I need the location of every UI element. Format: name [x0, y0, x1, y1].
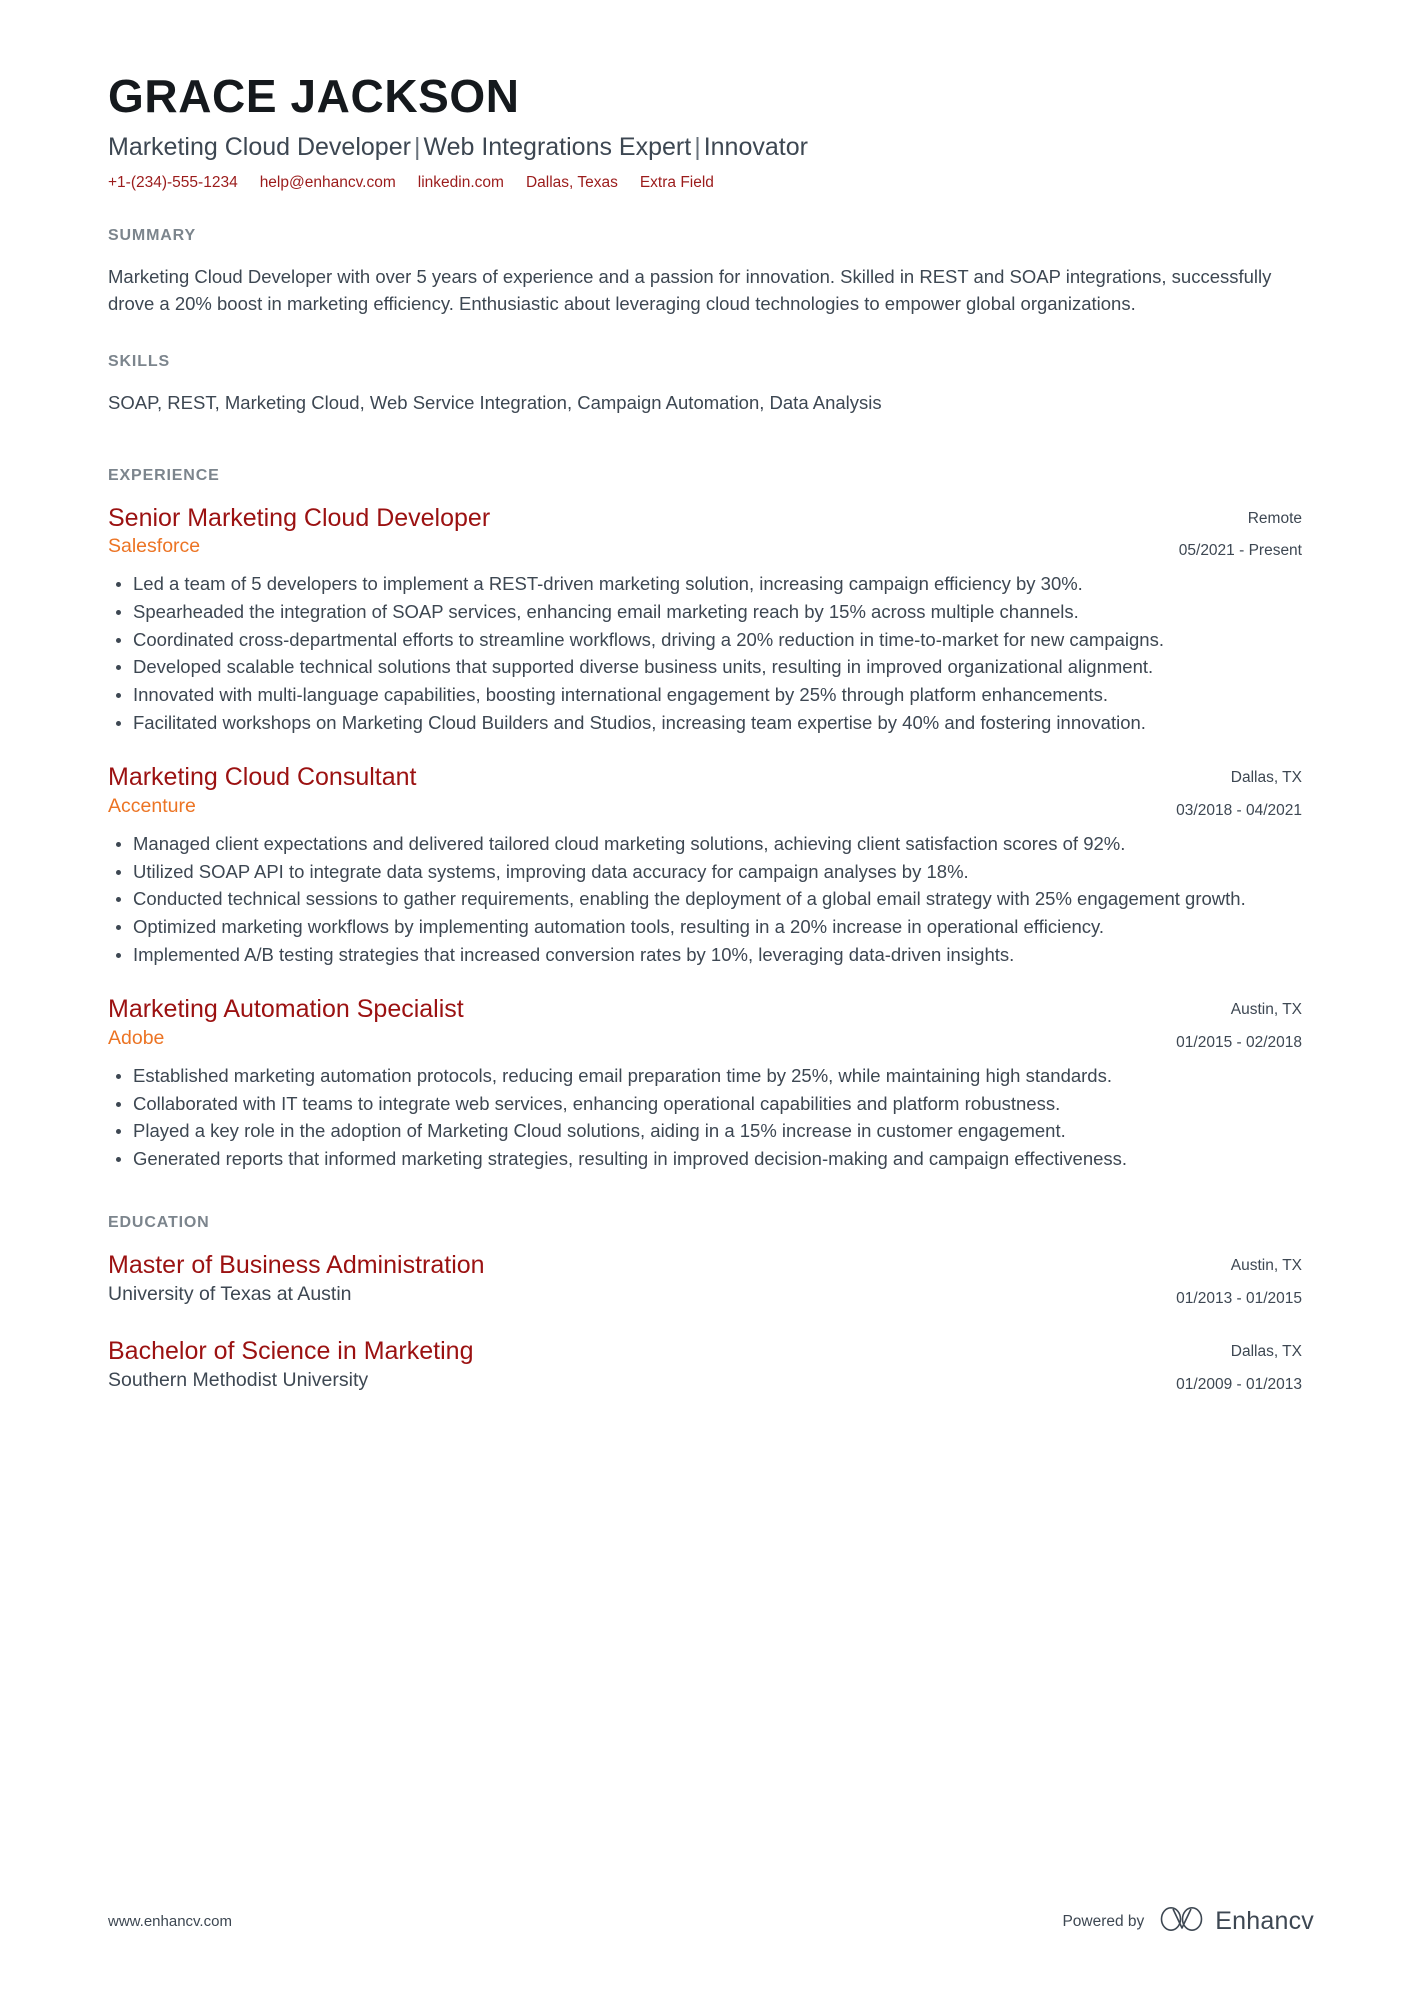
job-location: Remote: [1247, 509, 1302, 527]
contact-row: [108, 173, 1302, 193]
company-name: Accenture: [108, 794, 196, 817]
enhancv-brand: [1160, 1906, 1314, 1937]
experience-heading: EXPERIENCE: [108, 466, 220, 484]
bullet-item: Collaborated with IT teams to integrate web services, enhancing operational capabilities and platform robustness.: [108, 1091, 1298, 1118]
experience-entry-header: [108, 762, 1302, 822]
contact-linkedin[interactable]: linkedin.com: [417, 173, 504, 191]
degree-title: Master of Business Administration: [108, 1251, 485, 1280]
company-name: Adobe: [108, 1026, 165, 1049]
job-bullets: [108, 571, 1302, 736]
bullet-item: Played a key role in the adoption of Marketing Cloud solutions, aiding in a 15% increase in customer engagement.: [108, 1118, 1298, 1145]
education-entry-main: [108, 1336, 1150, 1393]
contact-email[interactable]: help@enhancv.com: [259, 173, 396, 191]
education-entry: [108, 1336, 1302, 1396]
job-bullets: [108, 831, 1302, 968]
skills-list: SOAP, REST, Marketing Cloud, Web Service Integration, Campaign Automation, Data Analysis: [108, 391, 882, 413]
bullet-item: Generated reports that informed marketing strategies, resulting in improved decision-making and campaign effectiveness.: [108, 1146, 1298, 1173]
page-footer: [108, 1906, 1314, 1937]
bullet-item: Implemented A/B testing strategies that increased conversion rates by 10%, leveraging data-driven insights.: [108, 942, 1298, 969]
experience-entry: [108, 503, 1302, 737]
job-dates: 03/2018 - 04/2021: [1176, 802, 1302, 820]
job-location: Dallas, TX: [1230, 769, 1302, 787]
education-heading: EDUCATION: [108, 1214, 210, 1232]
footer-branding: [1062, 1906, 1314, 1937]
bullet-item: Spearheaded the integration of SOAP services, enhancing email marketing reach by 15% across multiple channels.: [108, 599, 1298, 626]
education-entry: [108, 1250, 1302, 1310]
experience-entry-header: [108, 503, 1302, 563]
experience-entry-main: [108, 762, 1150, 819]
job-location: Austin, TX: [1230, 1001, 1302, 1019]
school-dates: 01/2009 - 01/2013: [1176, 1376, 1302, 1394]
job-dates: 05/2021 - Present: [1178, 542, 1302, 560]
school-name: Southern Methodist University: [108, 1368, 369, 1391]
degree-title: Bachelor of Science in Marketing: [108, 1337, 474, 1366]
school-name: University of Texas at Austin: [108, 1282, 352, 1305]
bullet-item: Developed scalable technical solutions that supported diverse business units, resulting in improved organizational alignment.: [108, 654, 1298, 681]
contact-phone[interactable]: +1-(234)-555-1234: [108, 173, 238, 191]
school-location: Austin, TX: [1230, 1257, 1302, 1275]
bullet-item: Optimized marketing workflows by implementing automation tools, resulting in a 20% increase in operational efficiency.: [108, 914, 1298, 941]
headline-separator-2: |: [694, 132, 701, 161]
summary-heading: SUMMARY: [108, 226, 197, 244]
bullet-item: Innovated with multi-language capabilities, boosting international engagement by 25% through platform enhancements.: [108, 682, 1298, 709]
bullet-item: Utilized SOAP API to integrate data systems, improving data accuracy for campaign analyses by 18%.: [108, 859, 1298, 886]
bullet-item: Coordinated cross-departmental efforts to streamline workflows, driving a 20% reduction in time-to-market for new campaigns.: [108, 627, 1298, 654]
experience-entry-meta: [1153, 503, 1302, 563]
skills-heading: SKILLS: [108, 352, 170, 370]
headline-part-2: Web Integrations Expert: [423, 132, 692, 161]
contact-extra-field: Extra Field: [639, 173, 714, 191]
job-dates: 01/2015 - 02/2018: [1176, 1034, 1302, 1052]
headline-part-3: Innovator: [703, 132, 808, 161]
education-entry-meta: [1150, 1336, 1302, 1396]
experience-entry-main: [108, 994, 1150, 1051]
headline-part-1: Marketing Cloud Developer: [108, 132, 411, 161]
summary-section: [108, 227, 1302, 317]
resume-header: [108, 72, 1302, 193]
powered-by-label: Powered by: [1062, 1912, 1145, 1930]
job-title: Marketing Automation Specialist: [108, 995, 464, 1024]
job-title: Senior Marketing Cloud Developer: [108, 503, 491, 532]
candidate-headline: [108, 132, 1302, 162]
education-entry-meta: [1150, 1250, 1302, 1310]
bullet-item: Established marketing automation protocols, reducing email preparation time by 25%, while maintaining high standards.: [108, 1063, 1298, 1090]
candidate-name: GRACE JACKSON: [108, 70, 520, 122]
job-title: Marketing Cloud Consultant: [108, 763, 417, 792]
bullet-item: Conducted technical sessions to gather requirements, enabling the deployment of a global email strategy with 25% engagement growth.: [108, 886, 1298, 913]
bullet-item: Led a team of 5 developers to implement a REST-driven marketing solution, increasing campaign efficiency by 30%.: [108, 571, 1298, 598]
experience-entry: [108, 994, 1302, 1172]
job-bullets: [108, 1063, 1302, 1173]
experience-entry: [108, 762, 1302, 968]
company-name: Salesforce: [108, 535, 201, 558]
experience-entry-main: [108, 503, 1153, 560]
footer-website-url[interactable]: www.enhancv.com: [108, 1913, 232, 1930]
education-entry-header: [108, 1336, 1302, 1396]
school-location: Dallas, TX: [1230, 1343, 1302, 1361]
education-entry-main: [108, 1250, 1150, 1307]
bullet-item: Managed client expectations and delivered tailored cloud marketing solutions, achieving client satisfaction scores of 92%.: [108, 831, 1298, 858]
bullet-item: Facilitated workshops on Marketing Cloud Builders and Studios, increasing team expertise by 40% and fostering innovation.: [108, 710, 1298, 737]
headline-separator-1: |: [413, 132, 421, 161]
experience-entry-meta: [1150, 994, 1302, 1054]
contact-location: Dallas, Texas: [525, 173, 618, 191]
skills-section: [108, 353, 1302, 417]
education-entry-header: [108, 1250, 1302, 1310]
experience-entry-meta: [1150, 762, 1302, 822]
school-dates: 01/2013 - 01/2015: [1176, 1290, 1302, 1308]
experience-entry-header: [108, 994, 1302, 1054]
experience-section: [108, 467, 1302, 1173]
education-section: [108, 1214, 1302, 1396]
summary-text: Marketing Cloud Developer with over 5 years of experience and a passion for innovation. Skilled in REST and SOAP integrations, successfully drove a 20% boost in marketing efficiency. Enthusiastic about leveraging cloud technologies to empower global organizations.: [108, 265, 1272, 314]
enhancv-brand-name: Enhancv: [1215, 1907, 1314, 1935]
enhancv-logo-icon: [1160, 1906, 1204, 1937]
